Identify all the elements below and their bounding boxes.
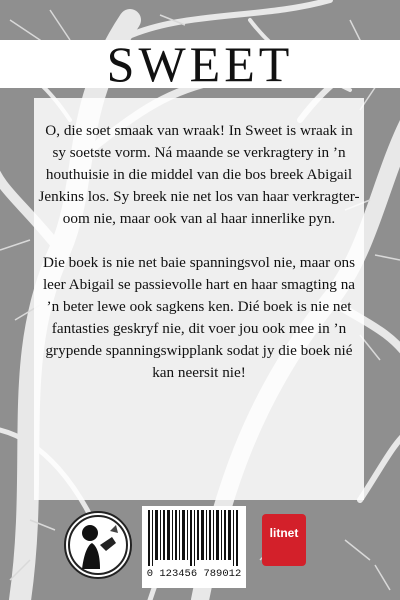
book-title: SWEET: [106, 36, 294, 92]
barcode-icon: [142, 506, 246, 568]
litnet-logo: [262, 514, 306, 566]
litnet-logo-text: litnet: [269, 526, 299, 540]
blurb-text: [34, 120, 364, 406]
figure-icon: [66, 513, 130, 577]
blurb-paragraph-2: Die boek is nie net baie spanningsvol nie, maar ons leer Abigail se passievolle hart en haar smagting na ’n beter lewe ook sagkens ken. Dié boek is nie net fantasties geskryf nie, dit voer jou ook mee in ’n grypende spanningswipplank sodat jy die boek nié kan neersit nie!: [42, 254, 356, 381]
barcode-number: 0 123456 789012: [146, 568, 242, 580]
author-circle-logo: [64, 511, 132, 579]
blurb-paragraph-1: O, die soet smaak van wraak! In Sweet is wraak in sy soetste vorm. Ná maande se verkragtery in ’n houthuisie in die middel van die bos breek Abigail Jenkins los. Sy breek nie net los van haar verkragter-oom nie, maar ook van al haar innerlike pyn.: [38, 122, 360, 227]
